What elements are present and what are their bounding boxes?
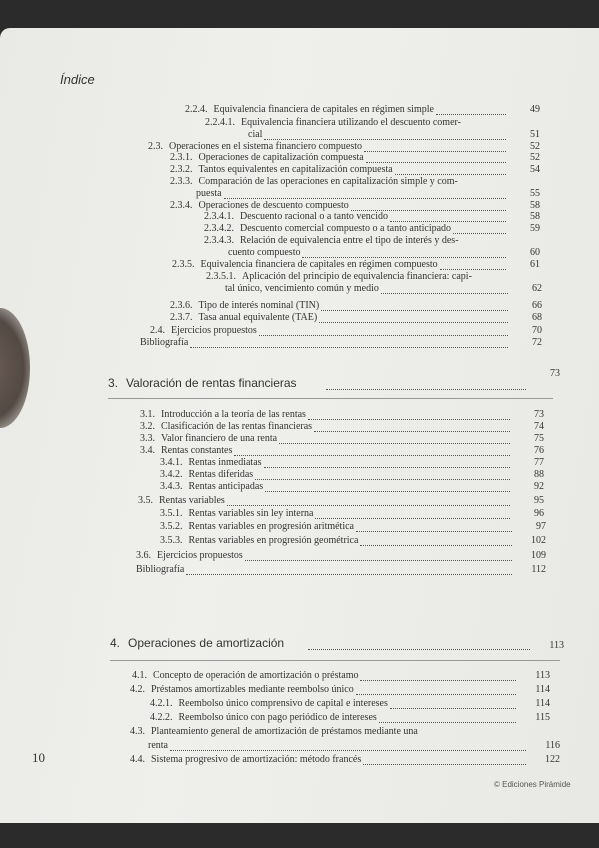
- toc-entry-page: 51: [530, 129, 540, 140]
- leader-dots: [436, 113, 506, 115]
- toc-entry-number: 3.3.: [140, 433, 155, 444]
- leader-dots: [360, 679, 516, 681]
- page-header-title: Índice: [60, 72, 95, 87]
- toc-entry-page: 59: [530, 223, 540, 234]
- toc-entry-text: Bibliografía: [136, 564, 185, 575]
- toc-entry: [170, 176, 458, 187]
- toc-entry-text: Operaciones de descuento compuesto: [198, 200, 349, 211]
- toc-entry-page: 62: [532, 283, 542, 294]
- toc-entry-page: 55: [530, 188, 540, 199]
- toc-entry-number: 2.2.4.1.: [205, 117, 235, 128]
- toc-entry-page: 88: [534, 469, 544, 480]
- toc-entry: [132, 670, 358, 681]
- toc-entry-page: 58: [530, 200, 540, 211]
- toc-entry: [138, 495, 225, 506]
- toc-entry-page: 112: [531, 564, 546, 575]
- toc-entry-number: 3.5.1.: [160, 508, 183, 519]
- toc-entry-page: 70: [532, 325, 542, 336]
- toc-entry-number: 3.5.3.: [160, 535, 183, 546]
- toc-entry: [148, 740, 168, 751]
- toc-entry: [205, 117, 461, 128]
- toc-entry: [185, 104, 434, 115]
- toc-entry-page: 114: [535, 698, 550, 709]
- toc-entry-number: 3.4.2.: [160, 469, 183, 480]
- publisher-credit: © Ediciones Pirámide: [494, 780, 571, 789]
- thumb-shadow: [0, 308, 30, 428]
- leader-dots: [366, 161, 506, 163]
- toc-entry-number: 2.4.: [150, 325, 165, 336]
- toc-entry-text: Tantos equivalentes en capitalización compuesta: [198, 164, 393, 175]
- toc-entry-page: 60: [530, 247, 540, 258]
- leader-dots: [308, 418, 510, 420]
- toc-entry: [150, 712, 377, 723]
- toc-entry-text: Descuento racional o a tanto vencido: [240, 211, 388, 222]
- toc-entry-page: 109: [531, 550, 546, 561]
- toc-entry-text: Rentas variables en progresión aritmética: [188, 521, 354, 532]
- toc-entry-page: 66: [532, 300, 542, 311]
- toc-entry-page: 97: [536, 521, 546, 532]
- toc-entry: [140, 421, 312, 432]
- chapter-rule: [110, 660, 560, 661]
- leader-dots: [190, 346, 508, 348]
- leader-dots: [315, 517, 510, 519]
- toc-entry-text: Equivalencia financiera de capitales en régimen simple: [213, 104, 434, 115]
- leader-dots: [321, 309, 508, 311]
- toc-entry: [160, 469, 253, 480]
- leader-dots: [265, 490, 510, 492]
- toc-entry: [206, 271, 472, 282]
- toc-entry-page: 113: [535, 670, 550, 681]
- leader-dots: [360, 544, 512, 546]
- toc-entry: [150, 698, 388, 709]
- leader-dots: [390, 707, 516, 709]
- leader-dots: [326, 388, 526, 390]
- leader-dots: [379, 721, 516, 723]
- toc-entry-number: 2.3.5.: [172, 259, 195, 270]
- toc-entry-text: Rentas variables sin ley interna: [188, 508, 314, 519]
- chapter-page: 73: [550, 368, 560, 379]
- chapter-title: Operaciones de amortización: [128, 636, 285, 650]
- toc-entry-number: 4.2.: [130, 684, 145, 695]
- toc-entry-page: 122: [545, 754, 560, 765]
- toc-entry-page: 96: [534, 508, 544, 519]
- toc-entry-page: 58: [530, 211, 540, 222]
- toc-entry-text: Ejercicios propuestos: [157, 550, 243, 561]
- toc-entry: [196, 188, 222, 199]
- toc-entry-number: 2.3.2.: [170, 164, 193, 175]
- toc-entry: [160, 535, 358, 546]
- toc-entry-page: 95: [534, 495, 544, 506]
- toc-entry-page: 114: [535, 684, 550, 695]
- toc-entry-text: Concepto de operación de amortización o préstamo: [153, 670, 359, 681]
- toc-entry-text: Rentas variables en progresión geométrica: [188, 535, 359, 546]
- toc-entry: [140, 337, 188, 348]
- toc-entry-text: Operaciones de capitalización compuesta: [198, 152, 364, 163]
- toc-entry-page: 68: [532, 312, 542, 323]
- toc-entry-text: Bibliografía: [140, 337, 189, 348]
- leader-dots: [453, 232, 506, 234]
- toc-entry: [204, 223, 451, 234]
- leader-dots: [308, 648, 530, 650]
- toc-entry: [136, 564, 184, 575]
- toc-entry-page: 92: [534, 481, 544, 492]
- toc-entry: [140, 445, 232, 456]
- toc-entry-text: Introducción a la teoría de las rentas: [161, 409, 306, 420]
- toc-entry-text: Operaciones en el sistema financiero compuesto: [169, 141, 362, 152]
- chapter-3-heading: [108, 376, 297, 390]
- toc-entry-number: 4.3.: [130, 726, 145, 737]
- toc-entry-text: Comparación de las operaciones en capitalización simple y com-: [198, 176, 458, 187]
- toc-entry-page: 115: [535, 712, 550, 723]
- toc-entry-number: 3.5.2.: [160, 521, 183, 532]
- toc-entry-text: Reembolso único con pago periódico de intereses: [178, 712, 377, 723]
- toc-entry-number: 3.4.3.: [160, 481, 183, 492]
- toc-entry-text: Clasificación de las rentas financieras: [161, 421, 313, 432]
- toc-entry: [150, 325, 257, 336]
- leader-dots: [170, 749, 526, 751]
- toc-entry: [136, 550, 243, 561]
- toc-entry: [170, 312, 317, 323]
- chapter-title: Valoración de rentas financieras: [126, 376, 297, 390]
- leader-dots: [259, 334, 508, 336]
- chapter-number: 4.: [110, 636, 121, 650]
- toc-entry-number: 2.3.: [148, 141, 163, 152]
- toc-entry-number: 2.3.4.3.: [204, 235, 234, 246]
- toc-entry-text: cuento compuesto: [228, 247, 301, 258]
- toc-entry-page: 73: [534, 409, 544, 420]
- toc-entry-text: Equivalencia financiera de capitales en régimen compuesto: [200, 259, 438, 270]
- toc-entry: [248, 129, 262, 140]
- toc-entry: [170, 200, 349, 211]
- toc-entry: [160, 508, 313, 519]
- toc-entry-text: Tipo de interés nominal (TIN): [198, 300, 320, 311]
- toc-entry-number: 2.3.5.1.: [206, 271, 236, 282]
- toc-entry-number: 4.4.: [130, 754, 145, 765]
- toc-entry-text: tal único, vencimiento común y medio: [225, 283, 379, 294]
- chapter-number: 3.: [108, 376, 119, 390]
- toc-entry-text: Rentas anticipadas: [188, 481, 264, 492]
- toc-entry: [148, 141, 362, 152]
- toc-entry-number: 3.5.: [138, 495, 153, 506]
- toc-entry-number: 3.1.: [140, 409, 155, 420]
- toc-entry-page: 76: [534, 445, 544, 456]
- leader-dots: [227, 504, 510, 506]
- toc-entry-text: Rentas variables: [159, 495, 225, 506]
- leader-dots: [302, 256, 506, 258]
- toc-entry-text: renta: [148, 740, 168, 751]
- toc-entry-page: 116: [545, 740, 560, 751]
- toc-entry-page: 74: [534, 421, 544, 432]
- leader-dots: [364, 150, 506, 152]
- toc-entry-text: Aplicación del principio de equivalencia financiera: capi-: [242, 271, 472, 282]
- toc-entry-page: 77: [534, 457, 544, 468]
- toc-entry-text: Relación de equivalencia entre el tipo de interés y des-: [240, 235, 459, 246]
- leader-dots: [245, 559, 512, 561]
- leader-dots: [264, 138, 506, 140]
- toc-entry: [130, 726, 418, 737]
- toc-entry-page: 49: [530, 104, 540, 115]
- toc-entry-number: 2.3.4.2.: [204, 223, 234, 234]
- page-number: 10: [32, 750, 45, 765]
- leader-dots: [224, 197, 506, 199]
- toc-entry-page: 61: [530, 259, 540, 270]
- toc-entry-text: puesta: [196, 188, 222, 199]
- toc-entry-number: 2.3.1.: [170, 152, 193, 163]
- toc-entry-number: 4.2.2.: [150, 712, 173, 723]
- toc-entry: [130, 754, 361, 765]
- toc-entry-page: 75: [534, 433, 544, 444]
- leader-dots: [390, 220, 506, 222]
- leader-dots: [186, 573, 512, 575]
- leader-dots: [234, 454, 510, 456]
- leader-dots: [363, 763, 526, 765]
- toc-entry: [130, 684, 354, 695]
- leader-dots: [264, 466, 510, 468]
- toc-entry: [160, 521, 354, 532]
- toc-entry-page: 52: [530, 141, 540, 152]
- toc-entry-text: Préstamos amortizables mediante reembolso único: [151, 684, 354, 695]
- toc-entry-text: cial: [248, 129, 263, 140]
- toc-entry-page: 54: [530, 164, 540, 175]
- leader-dots: [279, 442, 510, 444]
- toc-entry-text: Planteamiento general de amortización de préstamos mediante una: [151, 726, 418, 737]
- chapter-page: 113: [549, 640, 564, 651]
- toc-entry-text: Sistema progresivo de amortización: método francés: [151, 754, 362, 765]
- toc-entry: [170, 300, 319, 311]
- toc-entry-page: 52: [530, 152, 540, 163]
- toc-entry: [204, 235, 459, 246]
- toc-entry-text: Rentas diferidas: [188, 469, 254, 480]
- chapter-rule: [108, 398, 553, 399]
- toc-entry-text: Rentas inmediatas: [188, 457, 262, 468]
- toc-entry-text: Rentas constantes: [161, 445, 233, 456]
- toc-entry-page: 72: [532, 337, 542, 348]
- toc-entry-text: Tasa anual equivalente (TAE): [198, 312, 318, 323]
- toc-entry-number: 2.2.4.: [185, 104, 208, 115]
- toc-entry: [140, 433, 277, 444]
- chapter-4-heading: [110, 636, 284, 650]
- toc-entry: [140, 409, 306, 420]
- toc-entry-text: Reembolso único comprensivo de capital e intereses: [178, 698, 388, 709]
- leader-dots: [381, 292, 508, 294]
- toc-entry-number: 3.4.1.: [160, 457, 183, 468]
- leader-dots: [356, 693, 516, 695]
- toc-entry-number: 2.3.3.: [170, 176, 193, 187]
- toc-entry-number: 3.6.: [136, 550, 151, 561]
- toc-entry-text: Valor financiero de una renta: [161, 433, 278, 444]
- toc-entry-number: 4.1.: [132, 670, 147, 681]
- toc-entry-number: 2.3.7.: [170, 312, 193, 323]
- toc-entry: [170, 164, 393, 175]
- toc-entry: [228, 247, 300, 258]
- leader-dots: [440, 268, 506, 270]
- toc-entry-number: 2.3.6.: [170, 300, 193, 311]
- toc-entry: [160, 457, 262, 468]
- leader-dots: [356, 530, 512, 532]
- leader-dots: [319, 321, 508, 323]
- toc-entry-number: 2.3.4.: [170, 200, 193, 211]
- leader-dots: [255, 478, 510, 480]
- toc-entry-number: 3.2.: [140, 421, 155, 432]
- toc-entry: [160, 481, 263, 492]
- toc-entry-number: 2.3.4.1.: [204, 211, 234, 222]
- toc-entry: [172, 259, 438, 270]
- toc-entry: [225, 283, 379, 294]
- toc-entry-page: 102: [531, 535, 546, 546]
- book-page: [0, 28, 599, 823]
- toc-entry: [204, 211, 388, 222]
- toc-entry-text: Ejercicios propuestos: [171, 325, 257, 336]
- toc-entry-number: 3.4.: [140, 445, 155, 456]
- leader-dots: [395, 173, 506, 175]
- toc-entry-text: Descuento comercial compuesto o a tanto anticipado: [240, 223, 452, 234]
- toc-entry-text: Equivalencia financiera utilizando el descuento comer-: [241, 117, 461, 128]
- toc-entry-number: 4.2.1.: [150, 698, 173, 709]
- leader-dots: [314, 430, 510, 432]
- toc-entry: [170, 152, 364, 163]
